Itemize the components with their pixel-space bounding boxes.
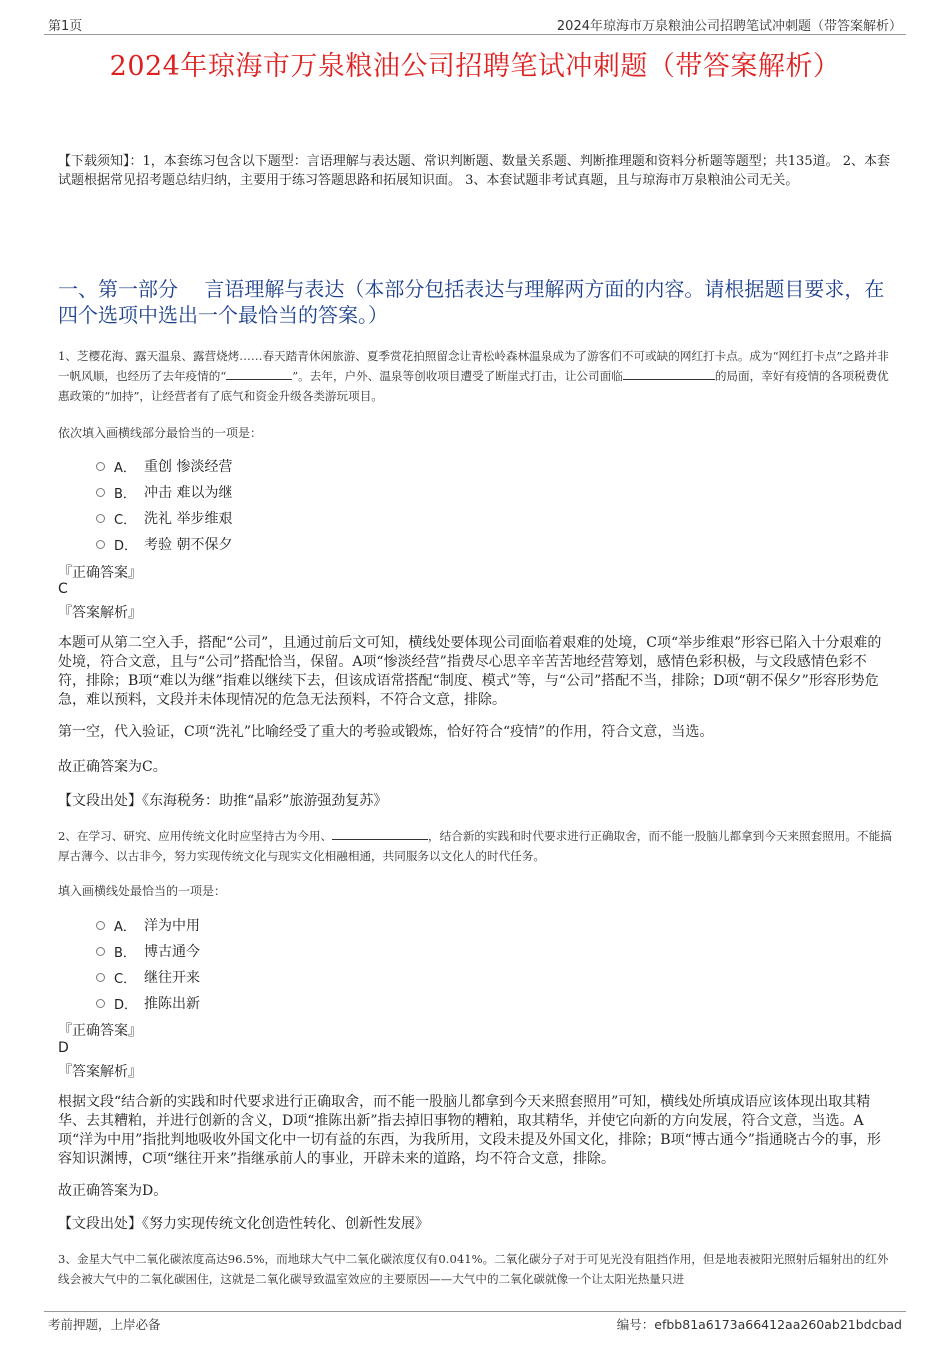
header-doc-title: 2024年琼海市万泉粮油公司招聘笔试冲刺题（带答案解析） (556, 19, 902, 34)
option-text: 洗礼 举步维艰 (144, 511, 233, 527)
radio-icon[interactable] (96, 540, 105, 549)
page-number: 第1页 (48, 19, 83, 34)
radio-icon[interactable] (96, 921, 105, 930)
question-2-analysis-1: 根据文段“结合新的实践和时代要求进行正确取舍，而不能一股脑儿都拿到今天来照套照用”可知，横线处所填成语应该体现出取其精华、去其糟粕，并进行创新的含义，D项“推陈出新”指去掉旧事物的糟粕，取其精华，并使它向新的方向发展，符合文意，当选。A项“洋为中用”指批判地吸收外国文化中一切有益的东西，为我所用，文段未提及外国文化，排除；B项“博古通今”指通晓古今的事，形容知识渊博，C项“继往开来”指继承前人的事业，开辟未来的道路，均不符合文意，排除。 (58, 1094, 881, 1167)
question-2-options (96, 912, 200, 1016)
question-1-blank-1 (226, 367, 292, 380)
option-letter: B． (114, 945, 136, 961)
option-letter: C． (114, 971, 137, 987)
question-1-analysis-label: 『答案解析』 (58, 605, 142, 621)
question-1-option-a[interactable] (96, 453, 232, 479)
option-letter: D． (114, 997, 138, 1013)
radio-icon[interactable] (96, 514, 105, 523)
question-1-option-b[interactable] (96, 479, 232, 505)
page-header (44, 12, 906, 35)
question-2-text-b: ，结合新的实践和时代要求进行正确取舍，而不能一股脑儿都拿到今天来照套照用。不能搞厚古薄今、以古非今，努力实现传统文化与现实文化相融相通，共同服务以文化人的时代任务。 (58, 829, 892, 863)
question-1-blank-2 (623, 367, 715, 380)
document-title: 2024年琼海市万泉粮油公司招聘笔试冲刺题（带答案解析） (109, 51, 841, 82)
question-1-analysis-2: 第一空，代入验证，C项“洗礼”比喻经受了重大的考验或锻炼，恰好符合“疫情”的作用，符合文意，当选。 (58, 724, 714, 740)
download-notice: 【下载须知】：1，本套练习包含以下题型：言语理解与表达题、常识判断题、数量关系题、判断推理题和资料分析题等题型；共135道。 2、本套试题根据常见招考题总结归纳，主要用于练习答题思路和拓展知识面。 3、本套试题非考试真题，且与琼海市万泉粮油公司无关。 (58, 154, 890, 188)
question-1-text-b: ”。去年，户外、温泉等创收项目遭受了断崖式打击，让公司面临 (292, 369, 623, 383)
option-letter: A． (114, 919, 136, 935)
footer-slogan: 考前押题，上岸必备 (48, 1317, 161, 1332)
question-2-text (58, 826, 896, 866)
question-1-answer: C (58, 581, 68, 597)
option-letter: C． (114, 512, 137, 528)
option-letter: A． (114, 460, 136, 476)
question-2-option-c[interactable] (96, 964, 200, 990)
option-letter: D． (114, 538, 138, 554)
question-2-answer-label: 『正确答案』 (58, 1023, 142, 1039)
radio-icon[interactable] (96, 973, 105, 982)
question-2-prompt: 填入画横线处最恰当的一项是： (58, 884, 227, 898)
section-title: 一、第一部分 言语理解与表达（本部分包括表达与理解两方面的内容。请根据题目要求，在四个选项中选出一个最恰当的答案。） (58, 277, 885, 327)
option-text: 考验 朝不保夕 (144, 537, 233, 553)
footer-code-value: efbb81a6173a66412aa260ab21bdcbad (654, 1317, 902, 1332)
question-1-analysis-1: 本题可从第二空入手，搭配“公司”，且通过前后文可知，横线处要体现公司面临着艰难的处境，C项“举步维艰”形容已陷入十分艰难的处境，符合文意，且与“公司”搭配恰当，保留。A项“惨淡经营”指费尽心思辛辛苦苦地经营筹划，感情色彩积极，与文段感情色彩不符，排除；B项“难以为继”指难以继续下去，但该成语常搭配“制度、模式”等，与“公司”搭配不当，排除；D项“朝不保夕”形容形势危急，难以预料，文段并未体现情况的危急无法预料，不符合文意，排除。 (58, 635, 882, 708)
radio-icon[interactable] (96, 488, 105, 497)
question-2-analysis-label: 『答案解析』 (58, 1064, 142, 1080)
option-text: 重创 惨淡经营 (144, 459, 233, 475)
option-text: 推陈出新 (144, 996, 200, 1012)
option-text: 博古通今 (144, 944, 200, 960)
question-2-conclusion: 故正确答案为D。 (58, 1183, 168, 1199)
radio-icon[interactable] (96, 947, 105, 956)
question-1-option-c[interactable] (96, 505, 232, 531)
question-1-option-d[interactable] (96, 531, 232, 557)
option-text: 冲击 难以为继 (144, 485, 233, 501)
question-2-source: 【文段出处】《努力实现传统文化创造性转化、创新性发展》 (58, 1216, 429, 1232)
question-1-text (58, 346, 896, 406)
option-text: 洋为中用 (144, 918, 200, 934)
question-1-options (96, 453, 232, 557)
question-1-source: 【文段出处】《东海税务：助推“晶彩”旅游强劲复苏》 (58, 793, 388, 809)
question-2-answer: D (58, 1040, 69, 1056)
question-1-text-c: 的局面，幸好有疫情的各项税费优惠政策的“加持”，让经营者有了底气和资金升级各类游玩项目。 (58, 369, 889, 403)
question-2-option-d[interactable] (96, 990, 200, 1016)
question-3-text: 3、金星大气中二氧化碳浓度高达96.5%，而地球大气中二氧化碳浓度仅有0.041%。二氧化碳分子对于可见光没有阻挡作用，但是地表被阳光照射后辐射出的红外线会被大气中的二氧化碳困住，这就是二氧化碳导致温室效应的主要原因——大气中的二氧化碳就像一个让太阳光热量只进 (58, 1252, 889, 1286)
question-1-conclusion: 故正确答案为C。 (58, 759, 167, 775)
radio-icon[interactable] (96, 462, 105, 471)
question-2-text-a: 2、在学习、研究、应用传统文化时应坚持古为今用、 (58, 829, 333, 843)
question-2-option-a[interactable] (96, 912, 200, 938)
option-text: 继往开来 (144, 970, 200, 986)
question-1-text-a: 1、芝樱花海、露天温泉、露营烧烤……春天踏青休闲旅游、夏季赏花拍照留念让青松岭森林温泉成为了游客们不可或缺的网红打卡点。成为“网红打卡点”之路并非一帆风顺，也经历了去年疫情的“ (58, 349, 889, 383)
question-1-answer-label: 『正确答案』 (58, 565, 142, 581)
page-footer (44, 1311, 906, 1332)
question-2-blank (332, 827, 428, 840)
radio-icon[interactable] (96, 999, 105, 1008)
question-2-option-b[interactable] (96, 938, 200, 964)
footer-code-label: 编号： (616, 1317, 655, 1332)
question-1-prompt: 依次填入画横线部分最恰当的一项是： (58, 426, 263, 440)
option-letter: B． (114, 486, 136, 502)
footer-code (617, 1315, 902, 1333)
